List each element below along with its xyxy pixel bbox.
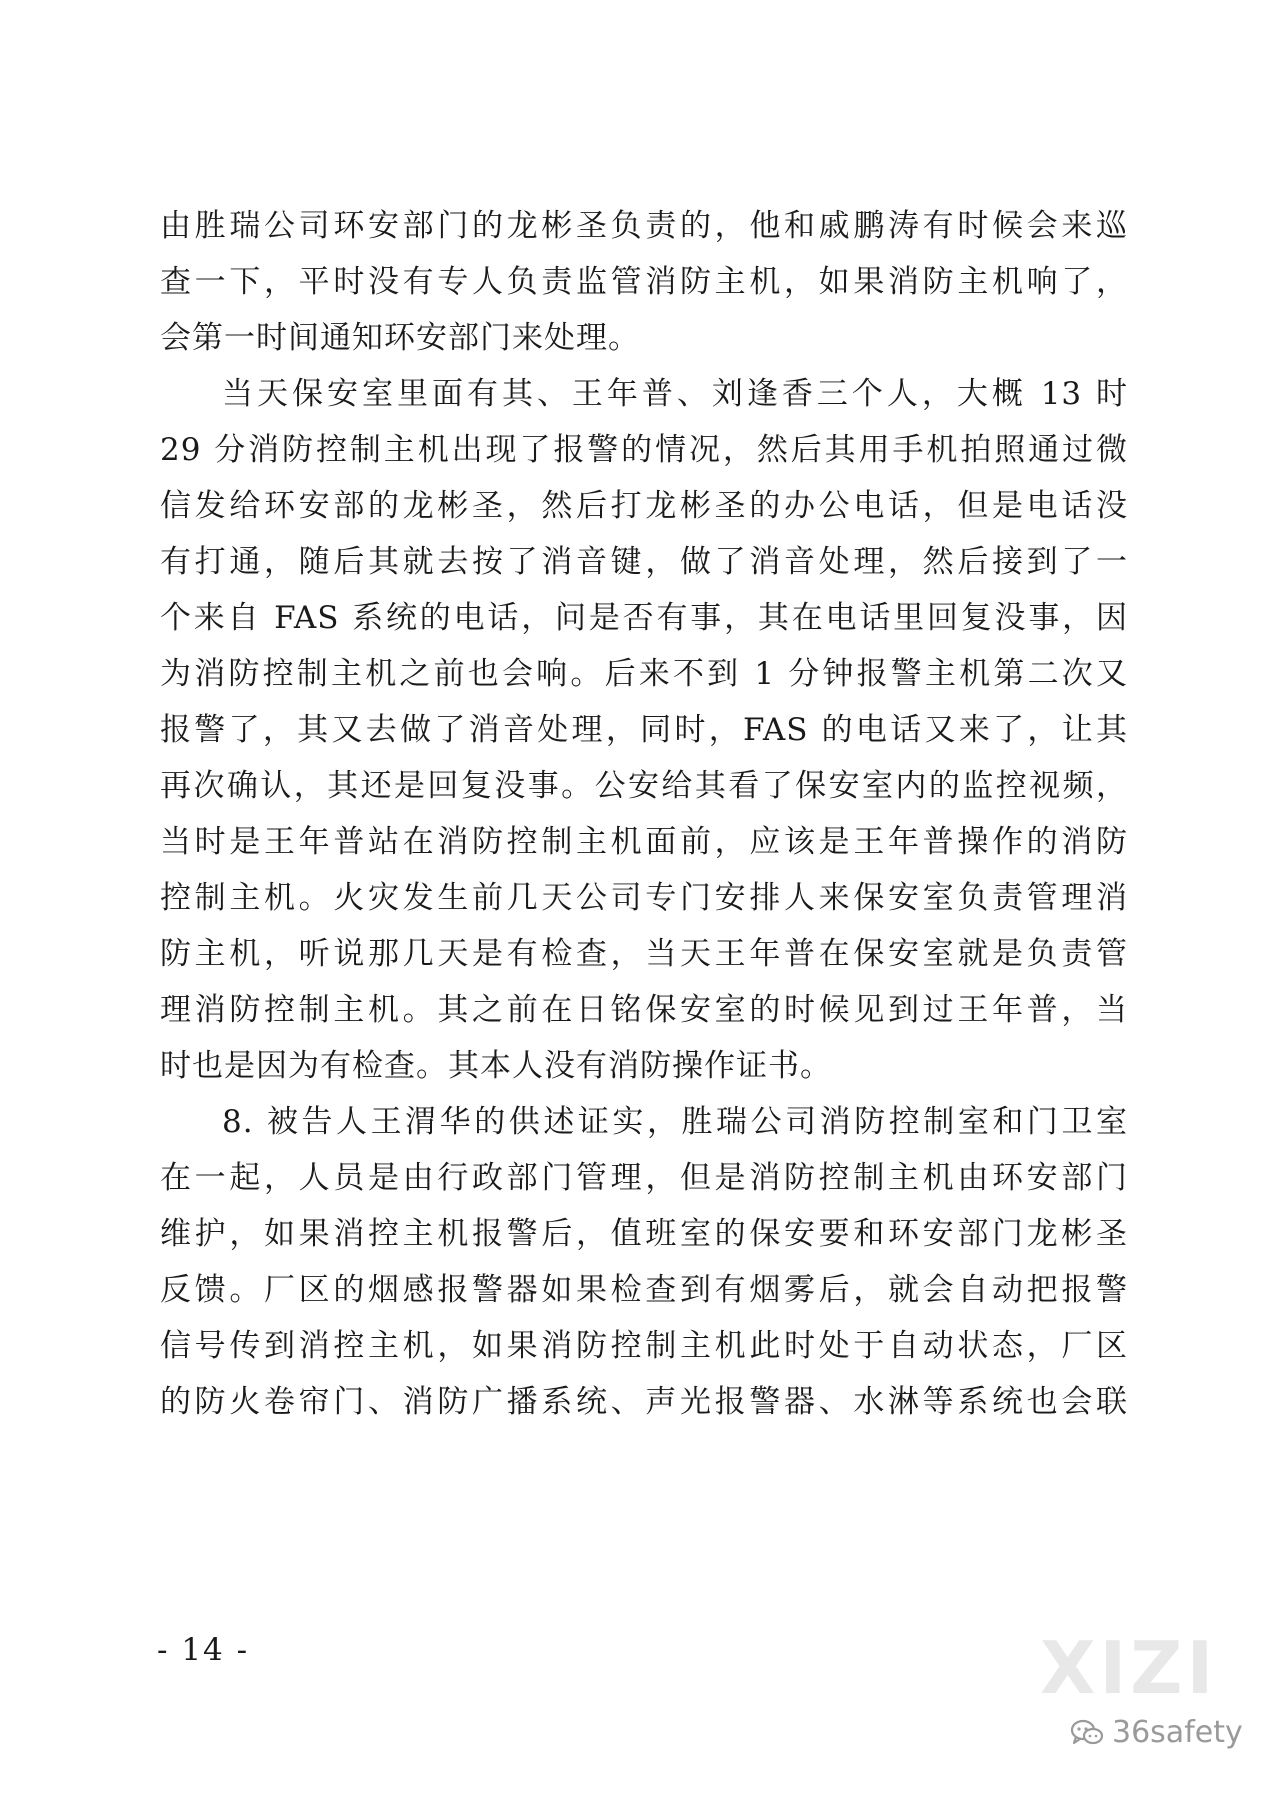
text-line: 再次确认，其还是回复没事。公安给其看了保安室内的监控视频，	[160, 768, 1128, 804]
text-line: 个来自 FAS 系统的电话，问是否有事，其在电话里回复没事，因	[160, 600, 1128, 636]
text-line: 查一下，平时没有专人负责监管消防主机，如果消防主机响了，	[160, 264, 1128, 300]
text-line: 由胜瑞公司环安部门的龙彬圣负责的，他和戚鹏涛有时候会来巡	[160, 208, 1128, 244]
text-line: 在一起，人员是由行政部门管理，但是消防控制主机由环安部门	[160, 1160, 1128, 1196]
text-line: 为消防控制主机之前也会响。后来不到 1 分钟报警主机第二次又	[160, 656, 1128, 692]
text-line: 时也是因为有检查。其本人没有消防操作证书。	[160, 1048, 832, 1084]
text-line: 的防火卷帘门、消防广播系统、声光报警器、水淋等系统也会联	[160, 1384, 1128, 1420]
text-line: 反馈。厂区的烟感报警器如果检查到有烟雾后，就会自动把报警	[160, 1272, 1128, 1308]
site-watermark: XIZI	[1040, 1626, 1218, 1710]
text-line: 29 分消防控制主机出现了报警的情况，然后其用手机拍照通过微	[160, 432, 1128, 468]
account-watermark	[1070, 1715, 1243, 1750]
text-line: 理消防控制主机。其之前在日铭保安室的时候见到过王年普，当	[160, 992, 1128, 1028]
text-line: 会第一时间通知环安部门来处理。	[160, 320, 640, 356]
text-line: 报警了，其又去做了消音处理，同时，FAS 的电话又来了，让其	[160, 712, 1128, 748]
text-line: 信发给环安部的龙彬圣，然后打龙彬圣的办公电话，但是电话没	[160, 488, 1128, 524]
text-line: 防主机，听说那几天是有检查，当天王年普在保安室就是负责管	[160, 936, 1128, 972]
text-line: 维护，如果消控主机报警后，值班室的保安要和环安部门龙彬圣	[160, 1216, 1128, 1252]
page-number: - 14 -	[157, 1632, 250, 1668]
text-line: 控制主机。火灾发生前几天公司专门安排人来保安室负责管理消	[160, 880, 1128, 916]
text-line: 信号传到消控主机，如果消防控制主机此时处于自动状态，厂区	[160, 1328, 1128, 1364]
wechat-icon	[1070, 1718, 1104, 1748]
body-text	[160, 198, 1128, 1430]
account-name: 36safety	[1112, 1715, 1243, 1750]
text-line: 有打通，随后其就去按了消音键，做了消音处理，然后接到了一	[160, 544, 1128, 580]
text-line: 8. 被告人王渭华的供述证实，胜瑞公司消防控制室和门卫室	[222, 1104, 1128, 1140]
text-line: 当天保安室里面有其、王年普、刘逢香三个人，大概 13 时	[222, 376, 1128, 412]
text-line: 当时是王年普站在消防控制主机面前，应该是王年普操作的消防	[160, 824, 1128, 860]
